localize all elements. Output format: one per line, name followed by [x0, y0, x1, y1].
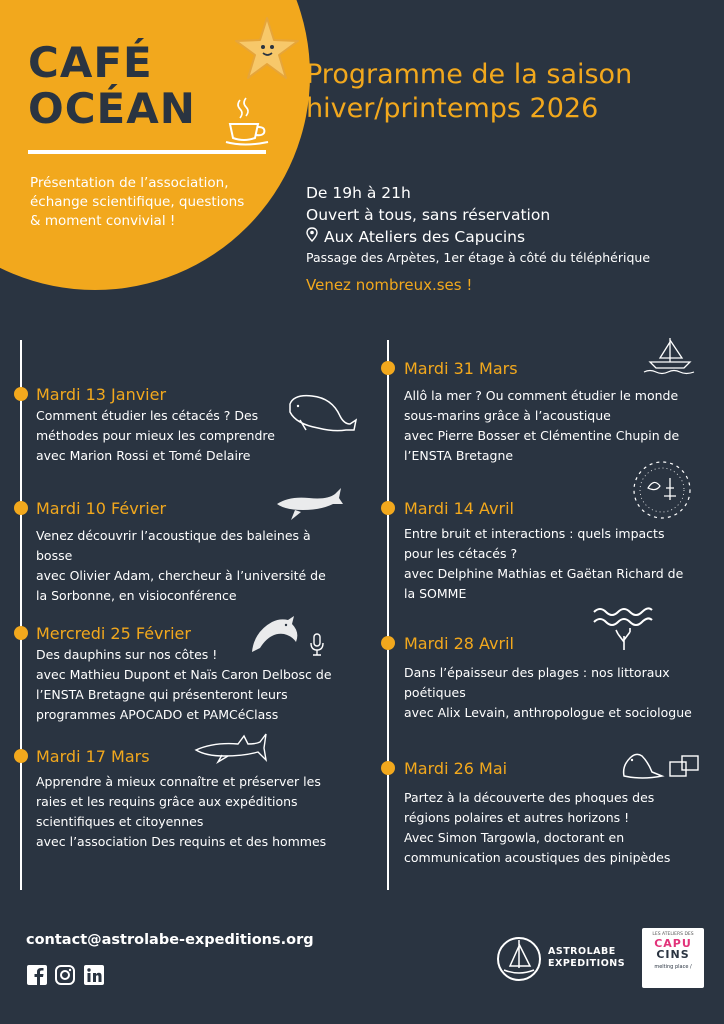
- event-line: Partez à la découverte des phoques des: [404, 790, 655, 805]
- event-line: Avec Simon Targowla, doctorant en: [404, 830, 625, 845]
- event-line: avec Olivier Adam, chercheur à l’université de: [36, 568, 326, 583]
- event-line: poétiques: [404, 685, 466, 700]
- waves-icon: [590, 604, 654, 652]
- event-description: [404, 524, 720, 604]
- event-date: Mercredi 25 Février: [36, 624, 191, 643]
- event-date: Mardi 31 Mars: [404, 359, 518, 378]
- astrolabe-line1: ASTROLABE: [548, 946, 616, 957]
- event-line: avec Delphine Mathias et Gaëtan Richard de: [404, 566, 684, 581]
- event-line: raies et les requins grâce aux expéditions: [36, 794, 298, 809]
- capucins-line2: CINS: [656, 948, 690, 961]
- place-line: [306, 226, 716, 248]
- timeline-dot: [381, 761, 395, 775]
- astrolabe-logo-icon: [494, 934, 544, 984]
- boat-icon: [642, 336, 698, 376]
- event-line: avec l’association Des requins et des hommes: [36, 834, 327, 849]
- capucins-line1: CAPU: [654, 937, 692, 950]
- intro-text: Présentation de l’association, échange scientifique, questions & moment convivial !: [30, 175, 245, 229]
- call-to-action: Venez nombreux.ses !: [306, 276, 473, 294]
- event-line: Allô la mer ? Ou comment étudier le monde: [404, 388, 679, 403]
- dolphin-icon: [248, 612, 302, 658]
- event-line: la Sorbonne, en visioconférence: [36, 588, 237, 603]
- timeline-dot: [14, 749, 28, 763]
- event-line: Apprendre à mieux connaître et préserver les: [36, 774, 321, 789]
- capucins-top-text: LES ATELIERS DES: [652, 932, 694, 937]
- event-line: avec Mathieu Dupont et Naïs Caron Delbosc de: [36, 667, 332, 682]
- event-description: [36, 526, 381, 606]
- event-description: [404, 386, 720, 466]
- shark-icon: [194, 730, 268, 764]
- timeline-left: [20, 340, 22, 890]
- programme-title: [306, 58, 706, 126]
- timeline-dot: [14, 626, 28, 640]
- event-line: pour les cétacés ?: [404, 546, 518, 561]
- event-info: [306, 182, 716, 296]
- event-line: bosse: [36, 548, 73, 563]
- event-line: la SOMME: [404, 586, 467, 601]
- event-description: [404, 788, 720, 868]
- timeline-dot: [381, 636, 395, 650]
- location-pin-icon: [306, 227, 318, 242]
- event-line: programmes APOCADO et PAMCéClass: [36, 707, 279, 722]
- contact-email[interactable]: contact@astrolabe-expeditions.org: [26, 932, 314, 948]
- event-line: communication acoustiques des pinipèdes: [404, 850, 671, 865]
- event-line: Des dauphins sur nos côtes !: [36, 647, 218, 662]
- event-line: l’ENSTA Bretagne: [404, 448, 514, 463]
- brand-line1: CAFÉ: [28, 38, 153, 87]
- address-text: Passage des Arpètes, 1er étage à côté du téléphérique: [306, 250, 651, 265]
- timeline-right: [387, 340, 389, 890]
- event-line: avec Pierre Bosser et Clémentine Chupin de: [404, 428, 680, 443]
- timeline-dot: [14, 387, 28, 401]
- event-item: [36, 623, 381, 725]
- event-date: Mardi 28 Avril: [404, 634, 514, 653]
- brand-underline: [28, 150, 266, 154]
- event-line: avec Marion Rossi et Tomé Delaire: [36, 448, 251, 463]
- event-description: [404, 663, 722, 723]
- event-item: [404, 633, 722, 723]
- facebook-icon[interactable]: [26, 964, 48, 986]
- starfish-icon: [232, 14, 302, 84]
- humpback-whale-icon: [275, 484, 345, 524]
- event-line: sous-marins grâce à l’acoustique: [404, 408, 611, 423]
- brand-line2: OCÉAN: [28, 84, 196, 133]
- event-line: Entre bruit et interactions : quels impacts: [404, 526, 665, 541]
- brand-title: [28, 40, 196, 132]
- timeline-dot: [381, 501, 395, 515]
- timeline-dot: [14, 501, 28, 515]
- programme-title-line1: Programme de la saison: [306, 59, 633, 90]
- event-line: Comment étudier les cétacés ? Des: [36, 408, 259, 423]
- wreath-icon: [630, 458, 694, 522]
- event-line: méthodes pour mieux les comprendre: [36, 428, 275, 443]
- seal-icon: [618, 742, 708, 782]
- event-date: Mardi 26 Mai: [404, 759, 508, 778]
- event-date: Mardi 17 Mars: [36, 747, 150, 766]
- event-line: avec Alix Levain, anthropologue et sociologue: [404, 705, 692, 720]
- whale-icon: [284, 390, 360, 438]
- linkedin-icon[interactable]: [83, 964, 105, 986]
- event-line: scientifiques et citoyennes: [36, 814, 204, 829]
- event-description: [36, 645, 381, 725]
- event-line: l’ENSTA Bretagne qui présenteront leurs: [36, 687, 288, 702]
- instagram-icon[interactable]: [54, 964, 76, 986]
- event-line: régions polaires et autres horizons !: [404, 810, 630, 825]
- event-line: Dans l’épaisseur des plages : nos littoraux: [404, 665, 670, 680]
- event-description: [36, 772, 381, 852]
- time-text: De 19h à 21h: [306, 184, 411, 202]
- astrolabe-name: [548, 946, 625, 970]
- capucins-bottom-text: melting place /: [654, 964, 692, 970]
- astrolabe-line2: EXPEDITIONS: [548, 958, 626, 969]
- capucins-logo: [642, 928, 704, 988]
- programme-title-line2: hiver/printemps 2026: [306, 93, 599, 124]
- coffee-cup-icon: [224, 94, 272, 150]
- event-date: Mardi 10 Février: [36, 499, 167, 518]
- event-date: Mardi 14 Avril: [404, 499, 514, 518]
- timeline-dot: [381, 361, 395, 375]
- event-line: Venez découvrir l’acoustique des baleines à: [36, 528, 311, 543]
- event-date: Mardi 13 Janvier: [36, 385, 167, 404]
- place-text: Aux Ateliers des Capucins: [324, 228, 526, 246]
- open-text: Ouvert à tous, sans réservation: [306, 206, 551, 224]
- microphone-icon: [310, 633, 324, 657]
